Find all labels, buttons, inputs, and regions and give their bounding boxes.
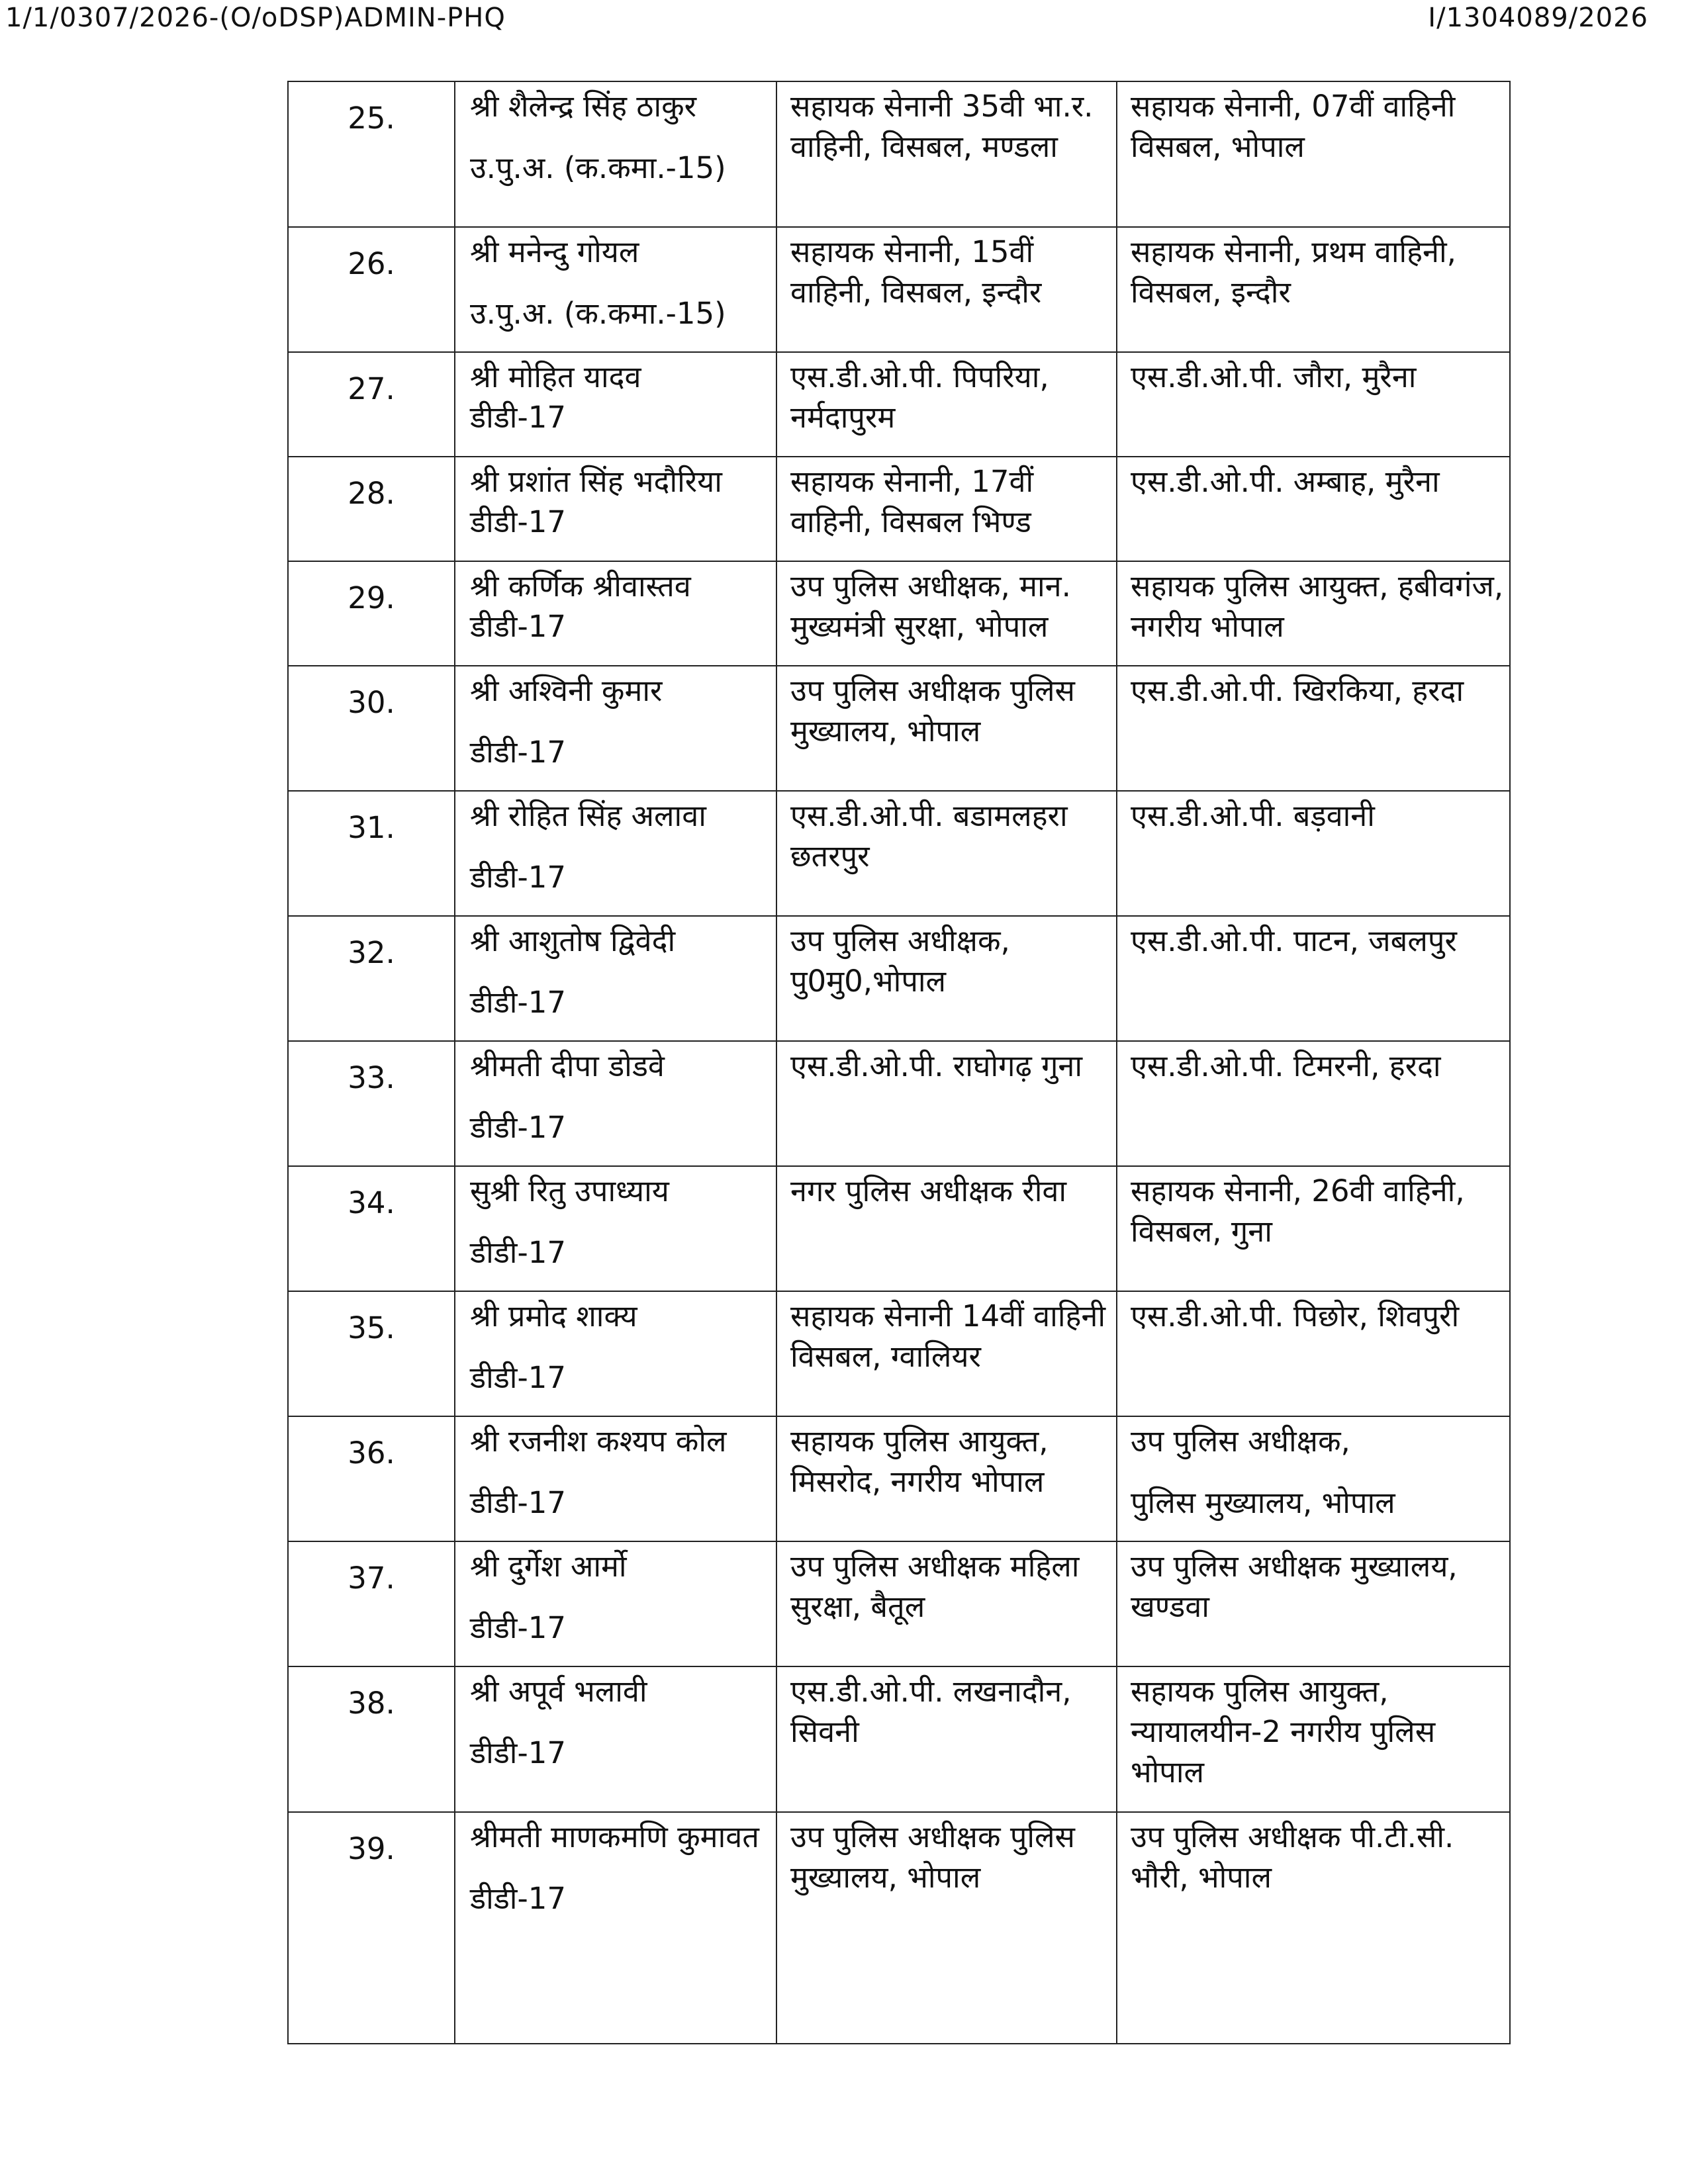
officer-rank: डीडी-17 [470, 1735, 566, 1770]
current-posting: सहायक सेनानी, 15वीं वाहिनी, विसबल, इन्दौर [776, 227, 1117, 352]
serial-number: 37. [288, 1541, 455, 1666]
new-posting: एस.डी.ओ.पी. बड़वानी [1117, 791, 1510, 916]
table-row [288, 916, 1510, 1041]
serial-number: 32. [288, 916, 455, 1041]
officer-name: श्री अपूर्व भलावी [470, 1674, 647, 1709]
officer-name: श्री दुर्गेश आर्मो [470, 1549, 627, 1584]
serial-number: 28. [288, 457, 455, 561]
current-posting: उप पुलिस अधीक्षक पुलिस मुख्यालय, भोपाल [776, 1812, 1117, 2044]
officer-name: श्री प्रमोद शाक्य [470, 1298, 637, 1334]
serial-number: 27. [288, 352, 455, 457]
new-posting: उप पुलिस अधीक्षक पी.टी.सी. भौरी, भोपाल [1117, 1812, 1510, 2044]
table-row [288, 561, 1510, 666]
serial-number: 35. [288, 1291, 455, 1416]
officer-name: सुश्री रितु उपाध्याय [470, 1173, 669, 1208]
officer-name: श्री आशुतोष द्विवेदी [470, 923, 676, 958]
officer-name: श्री रजनीश कश्यप कोल [470, 1424, 727, 1459]
serial-number: 33. [288, 1041, 455, 1166]
current-posting: नगर पुलिस अधीक्षक रीवा [776, 1166, 1117, 1291]
officer-rank: उ.पु.अ. (क.कमा.-15) [470, 150, 726, 185]
officer-name: श्री अश्विनी कुमार [470, 673, 663, 708]
serial-number: 29. [288, 561, 455, 666]
officer-name: श्री मनेन्दु गोयल [470, 234, 639, 269]
current-posting: सहायक पुलिस आयुक्त, मिसरोद, नगरीय भोपाल [776, 1416, 1117, 1541]
table-row [288, 791, 1510, 916]
new-posting: सहायक पुलिस आयुक्त, हबीवगंज, नगरीय भोपाल [1117, 561, 1510, 666]
new-posting: एस.डी.ओ.पी. टिमरनी, हरदा [1117, 1041, 1510, 1166]
serial-number: 38. [288, 1666, 455, 1812]
officer-rank: डीडी-17 [470, 1110, 566, 1145]
current-posting: उप पुलिस अधीक्षक, मान. मुख्यमंत्री सुरक्षा, भोपाल [776, 561, 1117, 666]
table-row [288, 1666, 1510, 1812]
officer-rank: डीडी-17 [470, 735, 566, 770]
officer-rank: उ.पु.अ. (क.कमा.-15) [470, 296, 726, 331]
officer-rank: डीडी-17 [470, 985, 566, 1020]
serial-number: 25. [288, 81, 455, 227]
table-row [288, 1166, 1510, 1291]
officer-rank: डीडी-17 [470, 1360, 566, 1395]
new-posting: सहायक पुलिस आयुक्त, न्यायालयीन-2 नगरीय पुलिस भोपाल [1117, 1666, 1510, 1812]
new-posting: सहायक सेनानी, 07वीं वाहिनी विसबल, भोपाल [1117, 81, 1510, 227]
new-posting: एस.डी.ओ.पी. पिछोर, शिवपुरी [1117, 1291, 1510, 1416]
current-posting: उप पुलिस अधीक्षक महिला सुरक्षा, बैतूल [776, 1541, 1117, 1666]
header-letter-number: I/1304089/2026 [1428, 3, 1648, 33]
current-posting: उप पुलिस अधीक्षक, पु0मु0,भोपाल [776, 916, 1117, 1041]
officer-name: श्री शैलेन्द्र सिंह ठाकुर [470, 89, 697, 124]
table-row [288, 81, 1510, 227]
current-posting: उप पुलिस अधीक्षक पुलिस मुख्यालय, भोपाल [776, 666, 1117, 791]
serial-number: 30. [288, 666, 455, 791]
current-posting: एस.डी.ओ.पी. पिपरिया, नर्मदापुरम [776, 352, 1117, 457]
header-file-number: 1/1/0307/2026-(O/oDSP)ADMIN-PHQ [5, 3, 506, 33]
officer-name: श्री कर्णिक श्रीवास्तव [470, 569, 691, 604]
officer-rank: डीडी-17 [470, 1235, 566, 1270]
officer-rank: डीडी-17 [470, 1881, 566, 1916]
officer-rank: डीडी-17 [470, 860, 566, 895]
new-posting: एस.डी.ओ.पी. खिरकिया, हरदा [1117, 666, 1510, 791]
new-posting-line-2: पुलिस मुख्यालय, भोपाल [1131, 1485, 1395, 1520]
current-posting: एस.डी.ओ.पी. बडामलहरा छतरपुर [776, 791, 1117, 916]
serial-number: 26. [288, 227, 455, 352]
officer-rank: डीडी-17 [470, 609, 566, 644]
new-posting: उप पुलिस अधीक्षक, [1131, 1424, 1350, 1459]
current-posting: सहायक सेनानी, 17वीं वाहिनी, विसबल भिण्ड [776, 457, 1117, 561]
current-posting: एस.डी.ओ.पी. राघोगढ़ गुना [776, 1041, 1117, 1166]
new-posting: उप पुलिस अधीक्षक मुख्यालय, खण्डवा [1117, 1541, 1510, 1666]
officer-name: श्री मोहित यादव [470, 359, 641, 394]
officer-rank: डीडी-17 [470, 1610, 566, 1645]
table-row [288, 1812, 1510, 2044]
new-posting: एस.डी.ओ.पी. पाटन, जबलपुर [1117, 916, 1510, 1041]
table-row [288, 457, 1510, 561]
officer-name: श्री प्रशांत सिंह भदौरिया [470, 464, 722, 499]
serial-number: 39. [288, 1812, 455, 2044]
current-posting: सहायक सेनानी 14वीं वाहिनी विसबल, ग्वालियर [776, 1291, 1117, 1416]
serial-number: 34. [288, 1166, 455, 1291]
officer-rank: डीडी-17 [470, 504, 566, 539]
table-row [288, 1291, 1510, 1416]
new-posting: सहायक सेनानी, प्रथम वाहिनी, विसबल, इन्दौर [1117, 227, 1510, 352]
officer-rank: डीडी-17 [470, 400, 566, 435]
table-row [288, 227, 1510, 352]
current-posting: एस.डी.ओ.पी. लखनादौन, सिवनी [776, 1666, 1117, 1812]
table-row [288, 1416, 1510, 1541]
serial-number: 31. [288, 791, 455, 916]
officer-name: श्रीमती दीपा डोडवे [470, 1048, 665, 1083]
table-row [288, 666, 1510, 791]
new-posting: एस.डी.ओ.पी. अम्बाह, मुरैना [1117, 457, 1510, 561]
table-row [288, 1541, 1510, 1666]
officer-rank: डीडी-17 [470, 1485, 566, 1520]
serial-number: 36. [288, 1416, 455, 1541]
officer-name: श्रीमती माणकमणि कुमावत [470, 1819, 759, 1854]
table-row [288, 1041, 1510, 1166]
transfer-table [287, 81, 1511, 2044]
current-posting: सहायक सेनानी 35वी भा.र. वाहिनी, विसबल, मण्डला [776, 81, 1117, 227]
table-row [288, 352, 1510, 457]
new-posting: एस.डी.ओ.पी. जौरा, मुरैना [1117, 352, 1510, 457]
officer-name: श्री रोहित सिंह अलावा [470, 798, 706, 833]
new-posting: सहायक सेनानी, 26वी वाहिनी, विसबल, गुना [1117, 1166, 1510, 1291]
